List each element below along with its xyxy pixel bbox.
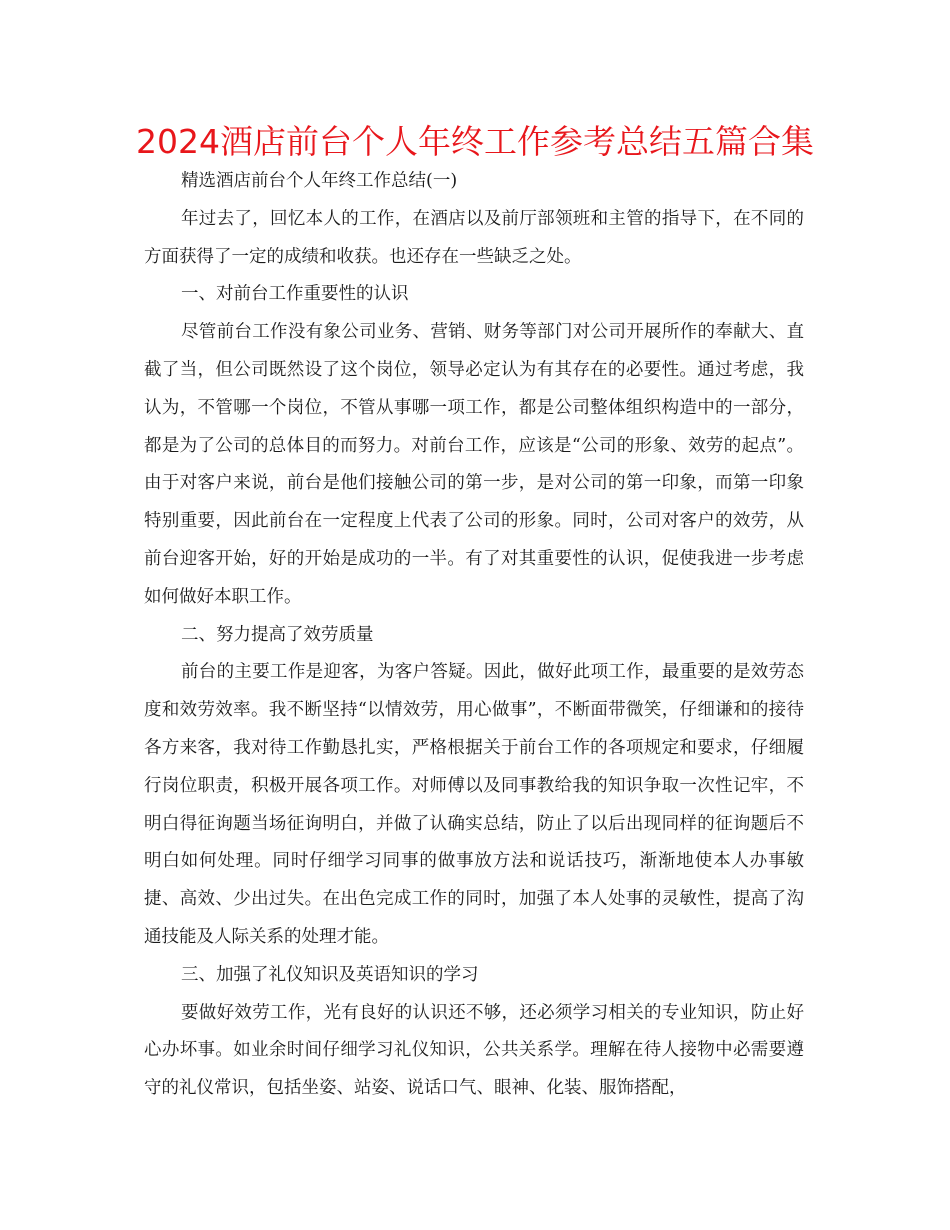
document-body [144, 163, 804, 1108]
intro-paragraph: 年过去了，回忆本人的工作，在酒店以及前厅部领班和主管的指导下，在不同的方面获得了一定的成绩和收获。也还存在一些缺乏之处。 [144, 208, 804, 267]
document-title: 2024酒店前台个人年终工作参考总结五篇合集 [136, 122, 814, 161]
section-paragraph: 尽管前台工作没有象公司业务、营销、财务等部门对公司开展所作的奉献大、直截了当，但公司既然设了这个岗位，领导必定认为有其存在的必要性。通过考虑，我认为，不管哪一个岗位，不管从事哪一项工作，都是公司整体组织构造中的一部分，都是为了公司的总体目的而努力。对前台工作，应该是“公司的形象、效劳的起点”。由于对客户来说，前台是他们接触公司的第一步，是对公司的第一印象，而第一印象特别重要，因此前台在一定程度上代表了公司的形象。同时，公司对客户的效劳，从前台迎客开始，好的开始是成功的一半。有了对其重要性的认识，促使我进一步考虑如何做好本职工作。 [144, 322, 804, 607]
section-heading: 三、加强了礼仪知识及英语知识的学习 [181, 964, 479, 985]
section-heading: 二、努力提高了效劳质量 [181, 624, 374, 645]
section-paragraph: 要做好效劳工作，光有良好的认识还不够，还必须学习相关的专业知识，防止好心办坏事。如业余时间仔细学习礼仪知识，公共关系学。理解在待人接物中必需要遵守的礼仪常识，包括坐姿、站姿、说话口气、眼神、化装、服饰搭配， [144, 1002, 804, 1099]
document-subtitle: 精选酒店前台个人年终工作总结(一) [181, 171, 458, 191]
section-paragraph: 前台的主要工作是迎客，为客户答疑。因此，做好此项工作，最重要的是效劳态度和效劳效率。我不断坚持“以情效劳，用心做事”，不断面带微笑，仔细谦和的接待各方来客，我对待工作勤恳扎实，严格根据关于前台工作的各项规定和要求，仔细履行岗位职责，积极开展各项工作。对师傅以及同事教给我的知识争取一次性记牢，不明白得征询题当场征询明白，并做了认确实总结，防止了以后出现同样的征询题后不明白如何处理。同时仔细学习同事的做事放方法和说话技巧，渐渐地使本人办事敏捷、高效、少出过失。在出色完成工作的同时，加强了本人处事的灵敏性，提高了沟通技能及人际关系的处理才能。 [144, 662, 804, 947]
section-heading: 一、对前台工作重要性的认识 [181, 284, 409, 305]
